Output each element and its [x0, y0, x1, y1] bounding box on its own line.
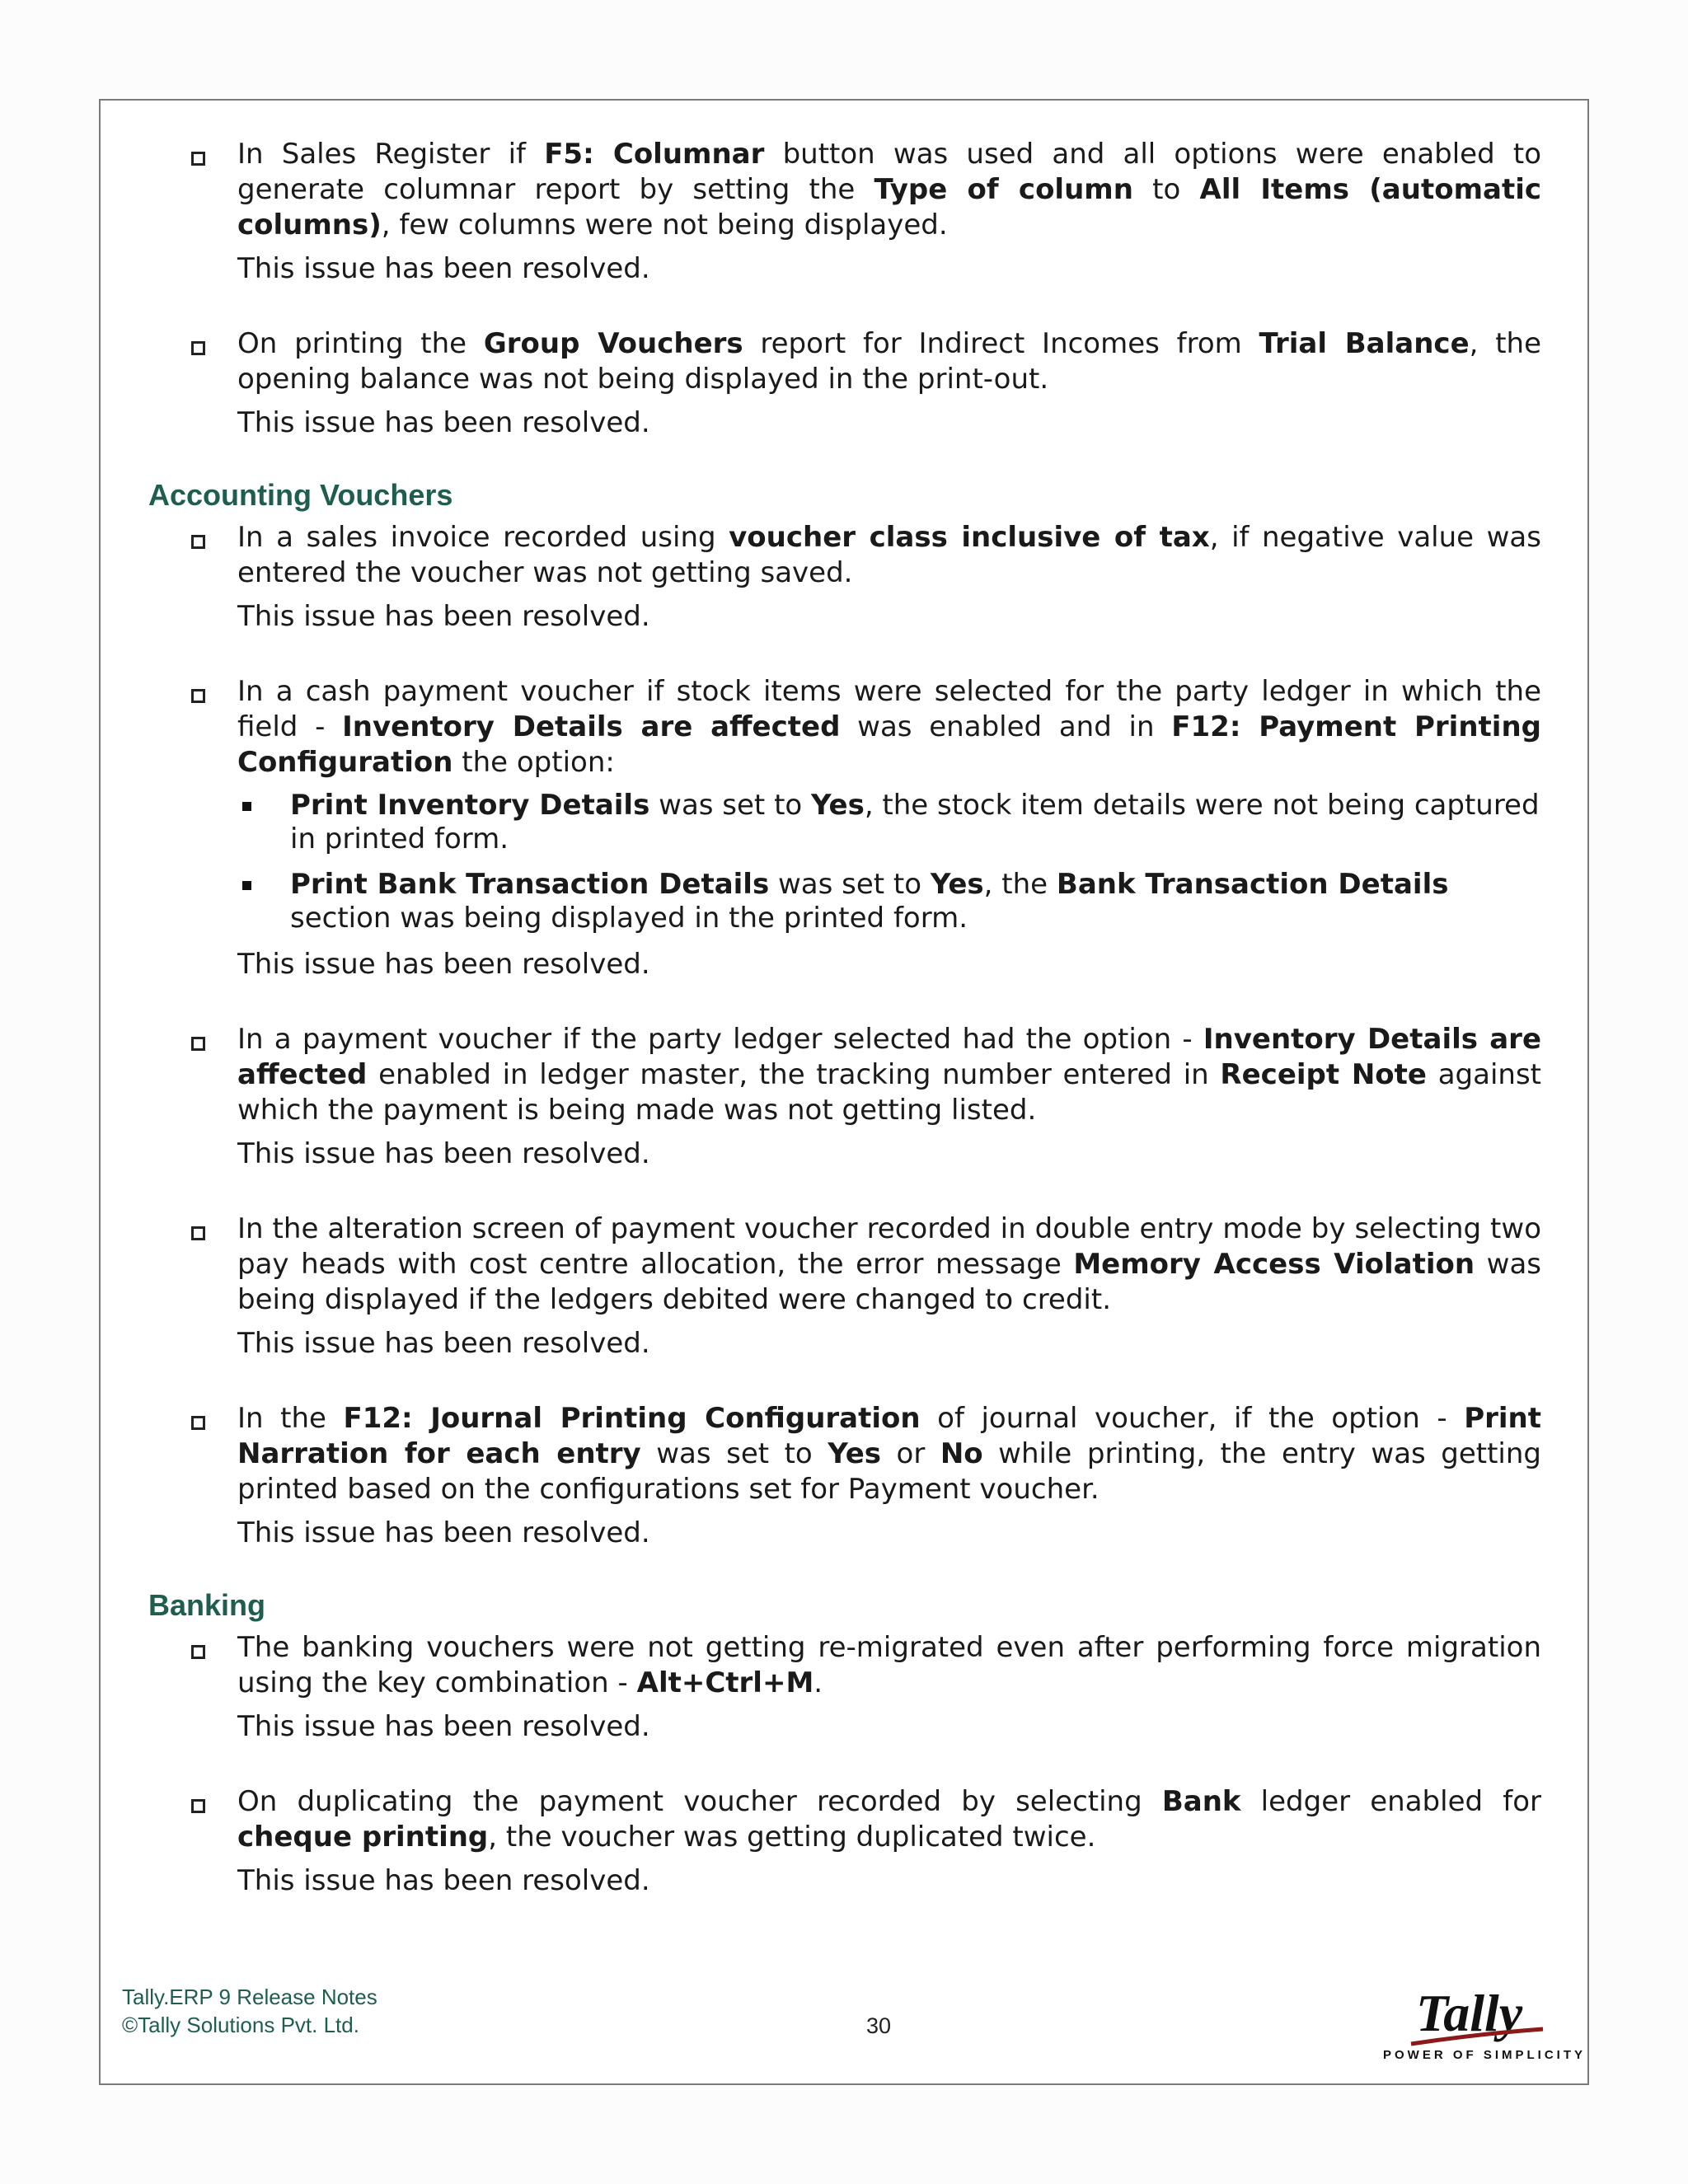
text-run: was set to — [769, 868, 931, 901]
section-heading: Banking — [148, 1588, 266, 1622]
issue-description — [237, 1784, 1541, 1855]
footer-info — [122, 1983, 377, 2039]
issue-description — [237, 1630, 1541, 1701]
release-notes-content — [148, 137, 1541, 1938]
hollow-square-bullet-icon — [191, 1037, 205, 1051]
issue-description — [237, 520, 1541, 591]
text-run: the option: — [452, 746, 615, 779]
sub-option-item — [237, 868, 1541, 935]
footer-copyright: ©Tally Solutions Pvt. Ltd. — [122, 2013, 359, 2037]
text-run: button was used and all options were enabled to generate columnar report by setting the — [237, 138, 1541, 206]
text-run: enabled in ledger master, the tracking number entered in — [367, 1058, 1221, 1091]
sub-option-item — [237, 789, 1541, 856]
logo-tagline: POWER OF SIMPLICITY — [1383, 2048, 1587, 2062]
emphasis-text: No — [940, 1437, 983, 1470]
text-run: or — [881, 1437, 940, 1470]
issue-item — [148, 1022, 1541, 1172]
emphasis-text: Group Vouchers — [483, 327, 743, 360]
issue-item — [148, 1212, 1541, 1361]
text-run: to — [1132, 173, 1200, 206]
filled-square-bullet-icon — [242, 881, 251, 890]
emphasis-text: voucher class inclusive of tax — [729, 521, 1210, 554]
text-run: In a payment voucher if the party ledger selected had the option - — [237, 1023, 1203, 1056]
issue-item — [148, 1630, 1541, 1745]
emphasis-text: Type of column — [874, 173, 1133, 206]
text-run: On duplicating the payment voucher recorded by selecting — [237, 1785, 1162, 1818]
emphasis-text: Alt+Ctrl+M — [636, 1666, 814, 1699]
text-run: , the opening balance was not being displayed in the print-out. — [237, 327, 1541, 396]
emphasis-text: Print Narration for each entry — [237, 1402, 1542, 1470]
text-run: , the voucher was getting duplicated twice. — [488, 1821, 1096, 1854]
issue-description — [237, 1212, 1541, 1318]
emphasis-text: Yes — [811, 789, 865, 822]
text-run: while printing, the entry was getting printed based on the configurations set for Payment voucher. — [237, 1437, 1541, 1506]
text-run: was being displayed if the ledgers debited were changed to credit. — [237, 1248, 1541, 1316]
emphasis-text: Inventory Details are affected — [237, 1023, 1542, 1091]
hollow-square-bullet-icon — [191, 341, 205, 355]
emphasis-text: F12: Payment Printing Configuration — [237, 710, 1541, 779]
text-run: , few columns were not being displayed. — [381, 209, 948, 241]
text-run: The banking vouchers were not getting re-migrated even after performing force migration using the key combination - — [237, 1631, 1541, 1699]
hollow-square-bullet-icon — [191, 1799, 205, 1813]
emphasis-text: Print Bank Transaction Details — [290, 868, 770, 901]
text-run: was set to — [649, 789, 812, 822]
issue-description — [237, 137, 1541, 243]
logo-wordmark: Tally — [1416, 1984, 1523, 2042]
emphasis-text: F5: Columnar — [544, 138, 765, 171]
issue-item — [148, 520, 1541, 635]
text-run: , the — [983, 868, 1057, 901]
hollow-square-bullet-icon — [191, 152, 205, 166]
text-run: , if negative value was entered the voucher was not getting saved. — [237, 521, 1541, 589]
hollow-square-bullet-icon — [191, 1226, 205, 1240]
emphasis-text: Inventory Details are affected — [342, 710, 841, 743]
resolution-status: This issue has been resolved. — [237, 252, 650, 285]
text-run: report for Indirect Incomes from — [743, 327, 1259, 360]
sub-option-list — [237, 789, 1541, 935]
filled-square-bullet-icon — [242, 802, 251, 811]
emphasis-text: All Items (automatic columns) — [237, 173, 1541, 241]
issue-item — [148, 674, 1541, 982]
emphasis-text: F12: Journal Printing Configuration — [343, 1402, 921, 1435]
text-run: In a cash payment voucher if stock items were selected for the party ledger in which the field - — [237, 675, 1541, 743]
resolution-status: This issue has been resolved. — [237, 1864, 650, 1897]
text-run: On printing the — [237, 327, 484, 360]
issue-description — [237, 674, 1541, 780]
text-run: of journal voucher, if the option - — [920, 1402, 1465, 1435]
resolution-status: This issue has been resolved. — [237, 1516, 650, 1549]
emphasis-text: Bank — [1161, 1785, 1241, 1818]
emphasis-text: Yes — [930, 868, 984, 901]
emphasis-text: Memory Access Violation — [1073, 1248, 1475, 1281]
resolution-status: This issue has been resolved. — [237, 406, 650, 439]
emphasis-text: Yes — [828, 1437, 882, 1470]
section-heading: Accounting Vouchers — [148, 478, 453, 512]
text-run: In the — [237, 1402, 344, 1435]
resolution-status: This issue has been resolved. — [237, 600, 650, 633]
resolution-status: This issue has been resolved. — [237, 948, 650, 981]
text-run: In a sales invoice recorded using — [237, 521, 729, 554]
resolution-status: This issue has been resolved. — [237, 1327, 650, 1360]
hollow-square-bullet-icon — [191, 689, 205, 703]
issue-description — [237, 1401, 1541, 1507]
footer-doc-title: Tally.ERP 9 Release Notes — [122, 1985, 377, 2009]
issue-item — [148, 326, 1541, 441]
hollow-square-bullet-icon — [191, 1416, 205, 1430]
issue-item — [148, 137, 1541, 287]
page-number: 30 — [866, 2013, 892, 2038]
emphasis-text: Receipt Note — [1220, 1058, 1427, 1091]
emphasis-text: Print Inventory Details — [290, 789, 650, 822]
text-run: , the stock item details were not being captured in printed form. — [290, 789, 1540, 855]
text-run: was enabled and in — [840, 710, 1172, 743]
text-run: In the alteration screen of payment voucher recorded in double entry mode by selecting two pay heads with cost centre allocation, the error message — [237, 1212, 1541, 1281]
issue-item — [148, 1401, 1541, 1551]
emphasis-text: Trial Balance — [1259, 327, 1470, 360]
hollow-square-bullet-icon — [191, 535, 205, 549]
emphasis-text: Bank Transaction Details — [1056, 868, 1449, 901]
text-run: against which the payment is being made was not getting listed. — [237, 1058, 1541, 1127]
issue-description — [237, 326, 1541, 397]
text-run: was set to — [640, 1437, 828, 1470]
resolution-status: This issue has been resolved. — [237, 1710, 650, 1743]
issue-description — [237, 1022, 1541, 1128]
text-run: In Sales Register if — [237, 138, 545, 171]
text-run: ledger enabled for — [1240, 1785, 1541, 1818]
text-run: section was being displayed in the printed form. — [290, 902, 968, 935]
resolution-status: This issue has been resolved. — [237, 1137, 650, 1170]
issue-item — [148, 1784, 1541, 1899]
text-run: . — [814, 1666, 823, 1699]
emphasis-text: cheque printing — [237, 1821, 489, 1854]
hollow-square-bullet-icon — [191, 1645, 205, 1659]
